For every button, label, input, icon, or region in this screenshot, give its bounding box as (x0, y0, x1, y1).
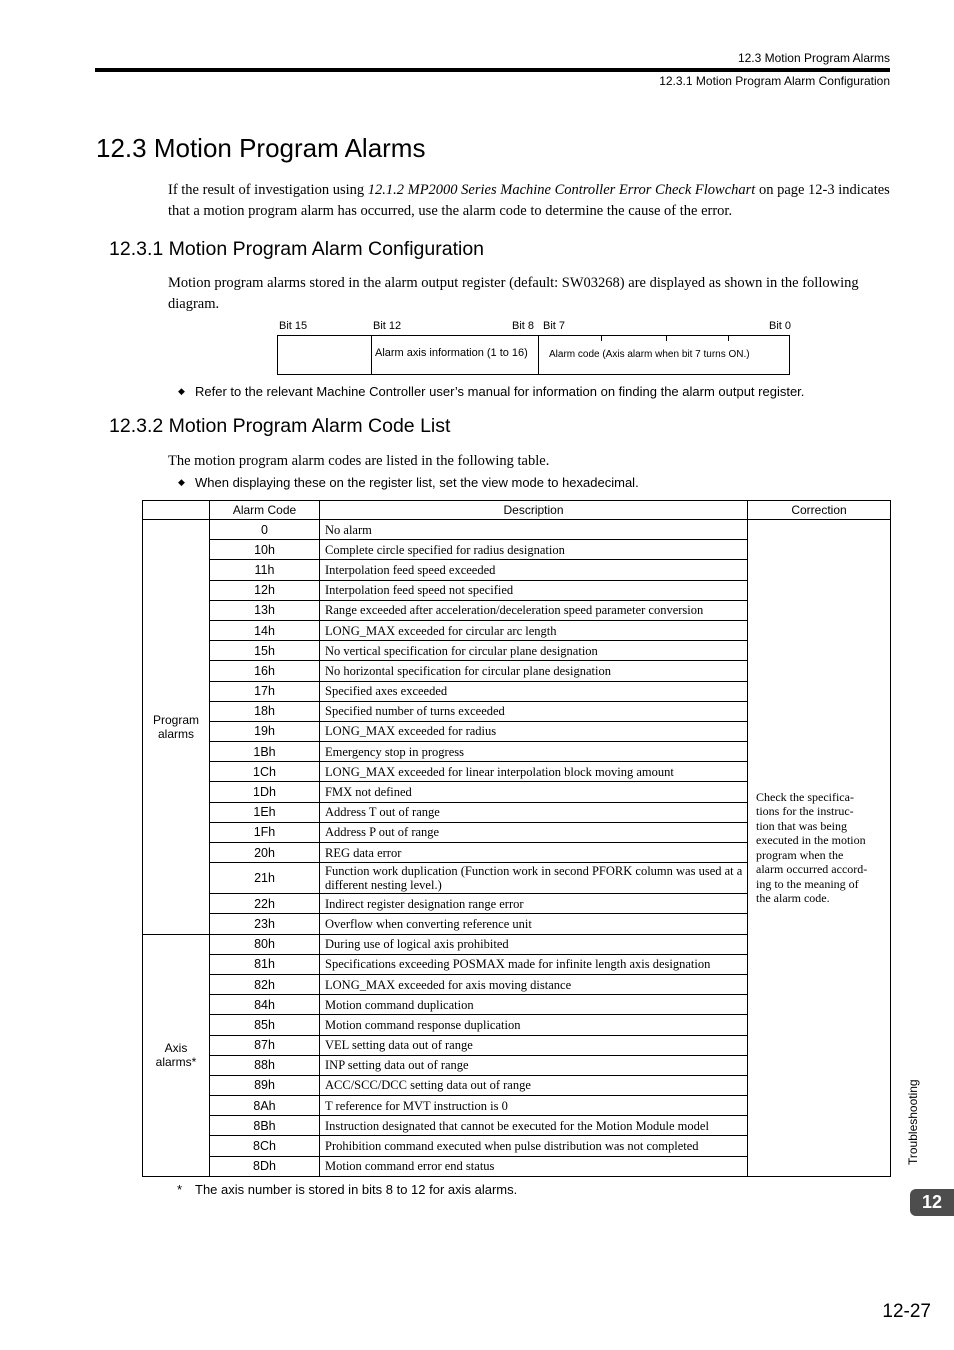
alarm-code: 1Ch (210, 762, 320, 782)
alarm-code: 1Bh (210, 742, 320, 762)
bullet-icon: ◆ (178, 477, 185, 487)
running-header-subsection: 12.3.1 Motion Program Alarm Configuration (659, 74, 890, 88)
page-title: 12.3 Motion Program Alarms (96, 133, 426, 163)
code-column-header: Alarm Code (210, 501, 320, 520)
alarm-description: LONG_MAX exceeded for axis moving distance (320, 974, 748, 994)
alarm-code: 1Eh (210, 802, 320, 822)
alarm-description: LONG_MAX exceeded for linear interpolation block moving amount (320, 762, 748, 782)
alarm-code: 12h (210, 580, 320, 600)
alarm-code: 1Dh (210, 782, 320, 802)
alarm-code: 20h (210, 843, 320, 863)
alarm-code: 13h (210, 600, 320, 620)
alarm-code: 81h (210, 954, 320, 974)
alarm-description: Interpolation feed speed exceeded (320, 560, 748, 580)
bullet-icon: ◆ (178, 386, 185, 396)
alarm-description: Instruction designated that cannot be executed for the Motion Module model (320, 1116, 748, 1136)
alarm-description: Address T out of range (320, 802, 748, 822)
list-note: ◆ When displaying these on the register list, set the view mode to hexadecimal. (178, 475, 639, 490)
bit12-label: Bit 12 (373, 320, 402, 332)
alarm-description: Address P out of range (320, 822, 748, 842)
group-label-program_alarms: Program alarms (143, 520, 210, 935)
alarm-description: During use of logical axis prohibited (320, 934, 748, 954)
alarm-code: 21h (210, 863, 320, 894)
alarm-code: 0 (210, 520, 320, 540)
alarm-description: No vertical specification for circular plane designation (320, 641, 748, 661)
alarm-description: Interpolation feed speed not specified (320, 580, 748, 600)
alarm-description: Specified axes exceeded (320, 681, 748, 701)
alarm-description: VEL setting data out of range (320, 1035, 748, 1055)
config-paragraph: Motion program alarms stored in the alarm output register (default: SW03268) are displayed as shown in the following diagram. (168, 275, 859, 312)
alarm-code: 11h (210, 560, 320, 580)
config-heading: 12.3.1 Motion Program Alarm Configuration (109, 238, 485, 260)
page-number: 12-27 (882, 1301, 931, 1322)
table-footnote: * The axis number is stored in bits 8 to 12 for axis alarms. (177, 1182, 518, 1197)
alarm-description: LONG_MAX exceeded for radius (320, 721, 748, 741)
alarm-code: 89h (210, 1075, 320, 1095)
alarm-description: REG data error (320, 843, 748, 863)
alarm-code: 16h (210, 661, 320, 681)
group-label-axis_alarms: Axis alarms* (143, 934, 210, 1176)
alarm-code: 8Ah (210, 1096, 320, 1116)
alarm-description: Emergency stop in progress (320, 742, 748, 762)
alarm-code: 10h (210, 540, 320, 560)
alarm-description: Motion command duplication (320, 995, 748, 1015)
alarm-code: 1Fh (210, 822, 320, 842)
alarm-description: Specifications exceeding POSMAX made for infinite length axis designation (320, 954, 748, 974)
alarm-code: 14h (210, 620, 320, 640)
table-row (143, 520, 891, 540)
side-tab-label: Troubleshooting (906, 1079, 920, 1165)
alarm-code: 87h (210, 1035, 320, 1055)
header-rule (95, 68, 890, 72)
running-header-section: 12.3 Motion Program Alarms (737, 51, 890, 65)
register-diagram (277, 335, 790, 375)
alarm-description: ACC/SCC/DCC setting data out of range (320, 1075, 748, 1095)
alarm-description: Overflow when converting reference unit (320, 914, 748, 934)
correction-text: Check the specifica- tions for the instruc- tion that was being executed in the motion program when the alarm occurred accord- ing to the meaning of the alarm code. (748, 520, 891, 1177)
alarm-description: No alarm (320, 520, 748, 540)
alarm-code: 22h (210, 894, 320, 914)
alarm-code: 8Dh (210, 1156, 320, 1176)
alarm-code: 82h (210, 974, 320, 994)
alarm-description: Specified number of turns exceeded (320, 701, 748, 721)
alarm-description: Range exceeded after acceleration/deceleration speed parameter conversion (320, 600, 748, 620)
bit15-label: Bit 15 (279, 320, 308, 332)
description-column-header: Description (320, 501, 748, 520)
alarm-description: Motion command error end status (320, 1156, 748, 1176)
alarm-code: 15h (210, 641, 320, 661)
alarm-code: 8Ch (210, 1136, 320, 1156)
alarm-code: 23h (210, 914, 320, 934)
alarm-code: 18h (210, 701, 320, 721)
correction-column-header: Correction (748, 501, 891, 520)
alarm-code: 84h (210, 995, 320, 1015)
chapter-tab: 12 (910, 1189, 954, 1216)
alarm-description: FMX not defined (320, 782, 748, 802)
alarm-description: Indirect register designation range error (320, 894, 748, 914)
alarm-description: No horizontal specification for circular plane designation (320, 661, 748, 681)
alarm-description: Motion command response duplication (320, 1015, 748, 1035)
bit8-label: Bit 8 (512, 320, 535, 332)
axis-info-field: Alarm axis information (1 to 16) (375, 347, 528, 359)
intro-paragraph: If the result of investigation using 12.1.2 MP2000 Series Machine Controller Error Check Flowchart on page 12-3 indicates that a motion program alarm has occurred, use the alarm code to determine the cause of the error. (168, 182, 890, 219)
table-header-row (143, 501, 891, 520)
alarm-code: 8Bh (210, 1116, 320, 1136)
bit7-label: Bit 7 (543, 320, 566, 332)
alarm-description: INP setting data out of range (320, 1055, 748, 1075)
config-note: ◆ Refer to the relevant Machine Controller user’s manual for information on finding the alarm output register. (178, 384, 805, 399)
alarm-description: Function work duplication (Function work in second PFORK column was used at a different nesting level.) (320, 863, 748, 894)
alarm-code: 85h (210, 1015, 320, 1035)
alarm-table-body (143, 520, 891, 1177)
alarm-code: 88h (210, 1055, 320, 1075)
alarm-description: LONG_MAX exceeded for circular arc length (320, 620, 748, 640)
list-heading: 12.3.2 Motion Program Alarm Code List (109, 415, 451, 437)
alarm-code: 80h (210, 934, 320, 954)
alarm-description: T reference for MVT instruction is 0 (320, 1096, 748, 1116)
list-paragraph: The motion program alarm codes are listed in the following table. (168, 453, 550, 469)
group-header (143, 501, 210, 520)
alarm-code: 19h (210, 721, 320, 741)
alarm-description: Complete circle specified for radius designation (320, 540, 748, 560)
alarm-code-table (142, 500, 891, 1177)
alarm-code-field: Alarm code (Axis alarm when bit 7 turns ON.) (549, 349, 750, 360)
alarm-code: 17h (210, 681, 320, 701)
bit0-label: Bit 0 (769, 320, 792, 332)
flowchart-reference[interactable]: 12.1.2 MP2000 Series Machine Controller Error Check Flowchart (367, 182, 756, 198)
alarm-description: Prohibition command executed when pulse distribution was not completed (320, 1136, 748, 1156)
